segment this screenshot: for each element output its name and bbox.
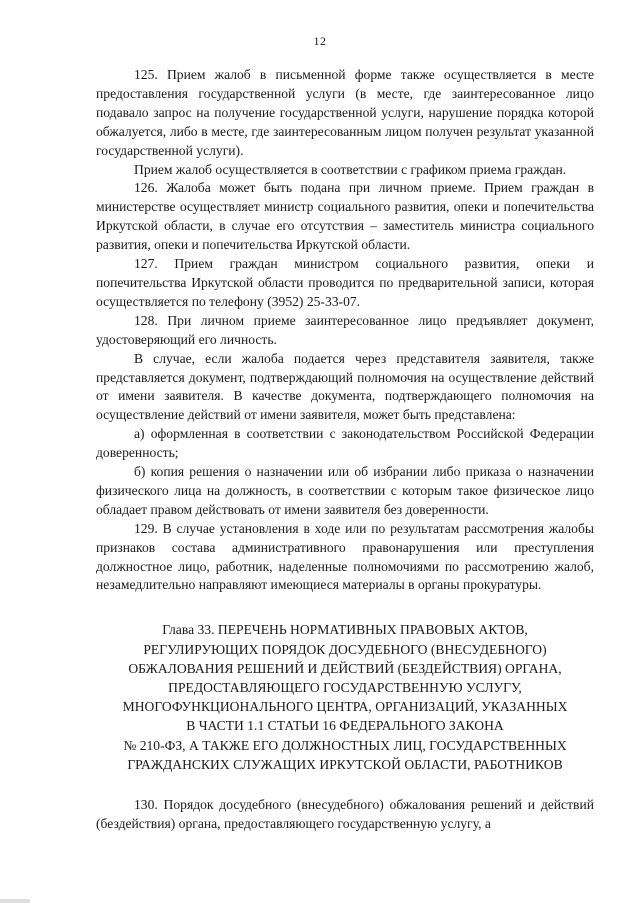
paragraph-130: 130. Порядок досудебного (внесудебного) обжалования решений и действий (бездействия) органа, предоставляющего государственную услугу, а (96, 797, 594, 831)
chapter-heading-line: ПРЕДОСТАВЛЯЮЩЕГО ГОСУДАРСТВЕННУЮ УСЛУГУ, (168, 679, 522, 695)
document-body (96, 66, 594, 834)
chapter-heading-line: Глава 33. ПЕРЕЧЕНЬ НОРМАТИВНЫХ ПРАВОВЫХ АКТОВ, (162, 622, 528, 638)
paragraph-128-representative: В случае, если жалоба подается через представителя заявителя, также представляется документ, подтверждающий полномочия на осуществление действий от имени заявителя. В качестве документа, подтверждающего полномочия на осуществление действий от имени заявителя, может быть представлена: (96, 350, 594, 423)
paragraph-129: 129. В случае установления в ходе или по результатам рассмотрения жалобы признаков состава административного правонарушения или преступления должностное лицо, работник, наделенные полномочиями по рассмотрению жалоб, незамедлительно направляют имеющиеся материалы в органы прокуратуры. (96, 520, 594, 593)
list-item-a: а) оформленная в соответствии с законодательством Российской Федерации доверенность; (96, 426, 594, 461)
chapter-heading-line: В ЧАСТИ 1.1 СТАТЬИ 16 ФЕДЕРАЛЬНОГО ЗАКОНА (186, 718, 504, 734)
chapter-heading-line: № 210-ФЗ, А ТАКЖЕ ЕГО ДОЛЖНОСТНЫХ ЛИЦ, ГОСУДАРСТВЕННЫХ (123, 737, 567, 753)
paragraph-125-schedule: Прием жалоб осуществляется в соответствии с графиком приема граждан. (134, 161, 567, 177)
chapter-heading-line: ГРАЖДАНСКИХ СЛУЖАЩИХ ИРКУТСКОЙ ОБЛАСТИ, РАБОТНИКОВ (127, 756, 563, 772)
chapter-heading-line: ОБЖАЛОВАНИЯ РЕШЕНИЙ И ДЕЙСТВИЙ (БЕЗДЕЙСТВИЯ) ОРГАНА, (128, 660, 562, 676)
chapter-heading (96, 620, 594, 774)
page-number: 12 (313, 34, 327, 48)
scan-edge-mark (0, 899, 30, 903)
paragraph-126: 126. Жалоба может быть подана при личном приеме. Прием граждан в министерстве осуществляет министр социального развития, опеки и попечительства Иркутской области, в случае его отсутствия – заместитель министра социального развития, опеки и попечительства Иркутской области. (96, 180, 594, 253)
chapter-heading-line: РЕГУЛИРУЮЩИХ ПОРЯДОК ДОСУДЕБНОГО (ВНЕСУДЕБНОГО) (143, 641, 547, 657)
paragraph-125: 125. Прием жалоб в письменной форме также осуществляется в месте предоставления государственной услуги (в месте, где заинтересованное лицо подавало запрос на получение государственной услуги, нарушение порядка которой обжалуется, либо в месте, где заинтересованным лицом получен результат указанной государственной услуги). (96, 67, 594, 158)
chapter-heading-line: МНОГОФУНКЦИОНАЛЬНОГО ЦЕНТРА, ОРГАНИЗАЦИЙ, УКАЗАННЫХ (122, 699, 568, 715)
list-item-b: б) копия решения о назначении или об избрании либо приказа о назначении физического лица на должность, в соответствии с которым такое физическое лицо обладает правом действовать от имени заявителя без доверенности. (96, 464, 594, 517)
paragraph-128: 128. При личном приеме заинтересованное лицо предъявляет документ, удостоверяющий его личность. (96, 312, 594, 347)
paragraph-127: 127. Прием граждан министром социального развития, опеки и попечительства Иркутской области проводится по предварительной записи, которая осуществляется по телефону (3952) 25-33-07. (96, 256, 594, 309)
